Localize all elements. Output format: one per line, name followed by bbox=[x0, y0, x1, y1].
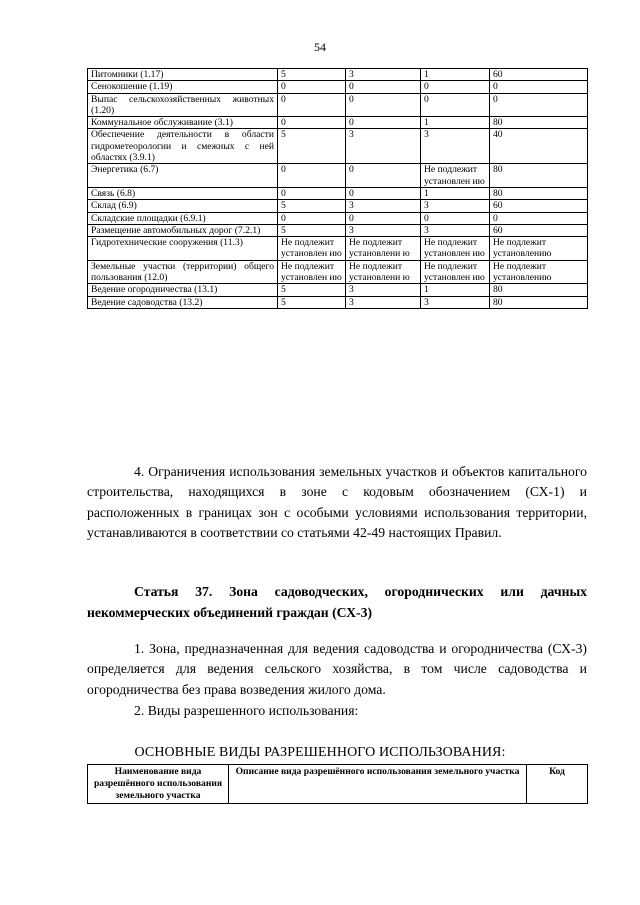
table-cell-name: Коммунальное обслуживание (3.1) bbox=[88, 117, 278, 129]
table-cell: 3 bbox=[421, 296, 490, 308]
table-row bbox=[88, 93, 588, 117]
table-cell: Не подлежит установлению bbox=[490, 260, 588, 284]
table-cell: 0 bbox=[278, 212, 346, 224]
table-cell: 80 bbox=[490, 284, 588, 296]
paragraph-2-text: 2. Виды разрешенного использования: bbox=[134, 703, 359, 718]
table-cell-name: Размещение автомобильных дорог (7.2.1) bbox=[88, 224, 278, 236]
table-cell-name: Гидротехнические сооружения (11.3) bbox=[88, 237, 278, 261]
table-row bbox=[88, 260, 588, 284]
table-cell: 1 bbox=[421, 69, 490, 81]
table-header-row bbox=[88, 765, 588, 804]
table-cell: 3 bbox=[346, 284, 421, 296]
table-cell: 3 bbox=[346, 129, 421, 164]
table-cell-name: Ведение огородничества (13.1) bbox=[88, 284, 278, 296]
table-row bbox=[88, 284, 588, 296]
table-cell: 3 bbox=[346, 69, 421, 81]
table-row bbox=[88, 164, 588, 188]
table-cell: 1 bbox=[421, 117, 490, 129]
paragraph-4 bbox=[87, 462, 587, 544]
table-cell: 0 bbox=[490, 212, 588, 224]
table-row bbox=[88, 296, 588, 308]
paragraph-4-text: 4. Ограничения использования земельных участков и объектов капитального строительства, находящихся в зоне с кодовым обозначением (СХ-1) и расположенных в границах зон с особыми условиями использования территории, устанавливаются в соответствии со статьями 42-49 настоящих Правил. bbox=[87, 464, 587, 541]
table-cell: 0 bbox=[346, 81, 421, 93]
table-cell: 5 bbox=[278, 129, 346, 164]
table-cell: Не подлежит установлен ию bbox=[421, 237, 490, 261]
table-cell: Не подлежит установлени ю bbox=[346, 260, 421, 284]
table-cell: Не подлежит установлен ию bbox=[421, 164, 490, 188]
table-cell: Не подлежит установлени ю bbox=[346, 237, 421, 261]
restrictions-table-body bbox=[88, 69, 588, 309]
table-cell: 0 bbox=[278, 93, 346, 117]
column-header-name: Наименование вида разрешённого использования земельного участка bbox=[88, 765, 229, 804]
table-cell: 0 bbox=[278, 117, 346, 129]
table-row bbox=[88, 237, 588, 261]
section-heading: ОСНОВНЫЕ ВИДЫ РАЗРЕШЕННОГО ИСПОЛЬЗОВАНИЯ: bbox=[134, 745, 506, 760]
land-use-table bbox=[87, 764, 588, 804]
table-cell-name: Энергетика (6.7) bbox=[88, 164, 278, 188]
table-cell-name: Складские площадки (6.9.1) bbox=[88, 212, 278, 224]
column-header-description: Описание вида разрешённого использования земельного участка bbox=[229, 765, 527, 804]
table-cell: 3 bbox=[421, 224, 490, 236]
table-cell: Не подлежит установлен ию bbox=[278, 260, 346, 284]
table-cell: 80 bbox=[490, 164, 588, 188]
table-cell-name: Питомники (1.17) bbox=[88, 69, 278, 81]
table-cell: 3 bbox=[421, 129, 490, 164]
table-cell: 0 bbox=[278, 187, 346, 199]
table-row bbox=[88, 117, 588, 129]
column-header-code: Код bbox=[527, 765, 588, 804]
table-cell: 5 bbox=[278, 296, 346, 308]
paragraph-1-text: 1. Зона, предназначенная для ведения садоводства и огородничества (СХ-3) определяется для ведения сельского хозяйства, в том числе садоводства и огородничества без права возведения жилого дома. bbox=[87, 641, 587, 697]
table-cell: 80 bbox=[490, 117, 588, 129]
page-number: 54 bbox=[314, 40, 326, 54]
table-cell: 0 bbox=[421, 81, 490, 93]
paragraph-2 bbox=[87, 701, 587, 721]
table-cell: 80 bbox=[490, 187, 588, 199]
table-cell: 5 bbox=[278, 224, 346, 236]
table-cell: 0 bbox=[278, 164, 346, 188]
table-cell: 3 bbox=[421, 200, 490, 212]
table-cell: 1 bbox=[421, 284, 490, 296]
table-cell: Не подлежит установлению bbox=[490, 237, 588, 261]
table-cell: 3 bbox=[346, 296, 421, 308]
table-cell-name: Связь (6.8) bbox=[88, 187, 278, 199]
table-cell-name: Обеспечение деятельности в области гидрометеорологии и смежных с ней областях (3.9.1) bbox=[88, 129, 278, 164]
table-cell: Не подлежит установлен ию bbox=[421, 260, 490, 284]
table-cell: 0 bbox=[346, 93, 421, 117]
table-cell: 0 bbox=[346, 117, 421, 129]
table-row bbox=[88, 187, 588, 199]
restrictions-table bbox=[87, 68, 588, 309]
table-cell: 80 bbox=[490, 296, 588, 308]
paragraph-1 bbox=[87, 639, 587, 700]
table-row bbox=[88, 224, 588, 236]
table-cell: 60 bbox=[490, 224, 588, 236]
table-cell: 60 bbox=[490, 69, 588, 81]
table-row bbox=[88, 129, 588, 164]
table-cell: 0 bbox=[421, 93, 490, 117]
table-cell-name: Выпас сельскохозяйственных животных (1.20) bbox=[88, 93, 278, 117]
table-cell: 0 bbox=[421, 212, 490, 224]
table-cell-name: Сенокошение (1.19) bbox=[88, 81, 278, 93]
table-cell: 0 bbox=[346, 187, 421, 199]
table-row bbox=[88, 200, 588, 212]
table-cell: Не подлежит установлен ию bbox=[278, 237, 346, 261]
table-cell: 5 bbox=[278, 200, 346, 212]
table-row bbox=[88, 212, 588, 224]
table-cell: 60 bbox=[490, 200, 588, 212]
table-cell: 3 bbox=[346, 224, 421, 236]
article-title-text: Статья 37. Зона садоводческих, огороднических или дачных некоммерческих объединений граждан (СХ-3) bbox=[87, 584, 587, 620]
table-cell-name: Земельные участки (территории) общего пользования (12.0) bbox=[88, 260, 278, 284]
table-cell: 1 bbox=[421, 187, 490, 199]
article-title bbox=[87, 582, 587, 623]
table-cell: 0 bbox=[346, 164, 421, 188]
table-cell: 0 bbox=[490, 81, 588, 93]
table-row bbox=[88, 69, 588, 81]
table-cell: 0 bbox=[346, 212, 421, 224]
table-cell-name: Ведение садоводства (13.2) bbox=[88, 296, 278, 308]
table-cell: 5 bbox=[278, 69, 346, 81]
table-cell: 0 bbox=[490, 93, 588, 117]
table-cell: 0 bbox=[278, 81, 346, 93]
table-cell: 5 bbox=[278, 284, 346, 296]
table-cell: 40 bbox=[490, 129, 588, 164]
table-cell-name: Склад (6.9) bbox=[88, 200, 278, 212]
table-row bbox=[88, 81, 588, 93]
table-cell: 3 bbox=[346, 200, 421, 212]
